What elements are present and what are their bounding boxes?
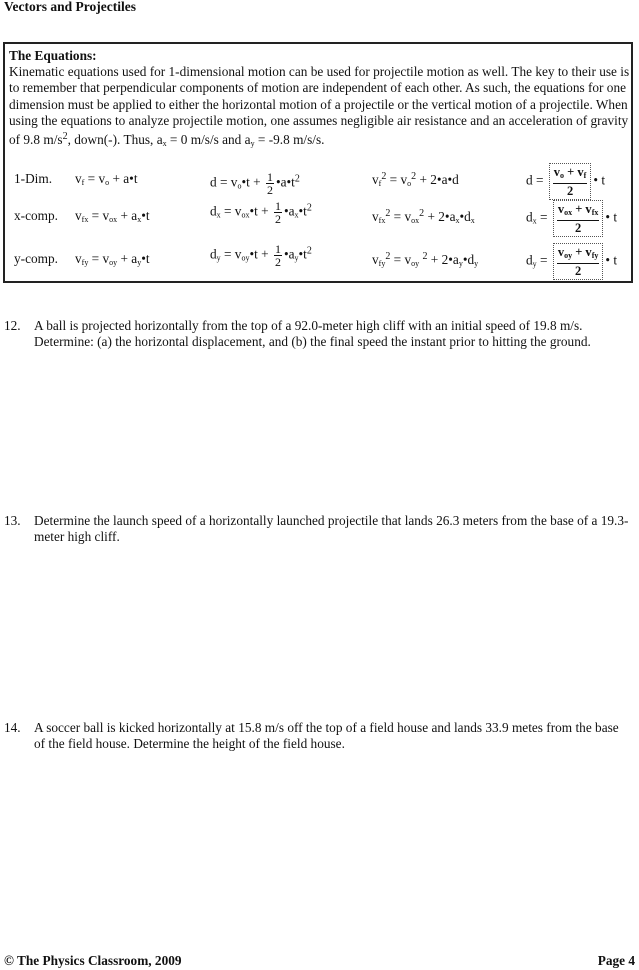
row-label: 1-Dim. (14, 171, 53, 186)
equations-box (3, 42, 633, 283)
velocity-displacement-equation: $v_{fx}^2 = v_{ox}^2$ + $2•a_x•d_x$ (372, 208, 475, 225)
subscript: y (294, 253, 299, 263)
subscript: oy (564, 251, 573, 260)
subscript: y (474, 259, 479, 268)
boxed-fraction (553, 200, 604, 237)
subscript: o (105, 178, 110, 187)
superscript: 2 (385, 251, 391, 262)
subscript: fy (81, 258, 89, 267)
boxed-fraction (553, 243, 604, 280)
subscript: oy (109, 258, 118, 267)
page-header-title: Vectors and Projectiles (4, 0, 136, 14)
numerator: $v_{oy} + v_{fy}$ (557, 245, 600, 264)
subscript: o (237, 181, 242, 191)
denominator: 2 (274, 255, 281, 269)
equation-row-x-comp (5, 199, 631, 238)
numerator: 1 (274, 199, 281, 213)
subscript: fx (81, 215, 89, 224)
subscript: ox (241, 210, 250, 220)
problem-number: 13. (4, 513, 21, 528)
velocity-time-equation: $v_f = v_o$ + a•t (75, 171, 138, 187)
problem-text: A ball is projected horizontally from the top of a 92.0-meter high cliff with an initial speed of 19.8 m/s. Determine: (a) the horizontal displacement, and (b) the final speed the instant prior to hitting the ground. (34, 318, 591, 350)
fraction (266, 171, 274, 196)
subscript: x (216, 210, 221, 220)
fraction (274, 243, 282, 268)
subscript: x (470, 216, 475, 225)
equation-row-1-dim (5, 165, 631, 201)
problem-number: 14. (4, 720, 21, 735)
copyright-notice: © The Physics Classroom, 2009 (4, 953, 182, 968)
fraction (274, 200, 282, 225)
superscript: 2 (62, 131, 68, 143)
subscript: x (532, 216, 537, 226)
denominator: 2 (574, 264, 582, 278)
subscript: f (378, 179, 382, 188)
problem-12 (4, 318, 630, 351)
problem-14 (4, 720, 630, 753)
denominator: 2 (274, 212, 281, 226)
numerator: $v_o + v_f$ (553, 165, 588, 184)
equations-intro-paragraph: Kinematic equations used for 1-dimensional motion can be used for projectile motion as well. The key to their use is to remember that perpendicular components of motion are independent of each other. As such, the equations for one dimension must be applied to either the horizontal motion of a projectile or the vertical motion of a projectile. When using the equations to analyze projectile motion, one assumes negligible air resistance and an acceleration of gravity of 9.8 $m/s^2$, down(-). Thus, $a_x = 0$ m/s/s and $a_y = -9.8$ m/s/s. (9, 64, 630, 149)
superscript: 2 (381, 171, 387, 182)
subscript: o (560, 171, 565, 180)
superscript: 2 (385, 208, 391, 219)
superscript: 2 (306, 245, 312, 257)
numerator: 1 (266, 170, 273, 184)
subscript: ox (109, 215, 118, 224)
equation-row-y-comp (5, 242, 631, 281)
subscript: x (137, 215, 142, 224)
denominator: 2 (266, 183, 273, 197)
subscript: y (137, 258, 142, 267)
numerator: $v_{ox} + v_{fx}$ (557, 202, 600, 221)
average-velocity-equation: $d_x$ = $\frac{v_{ox} + v_{fx}}{2}$ • t (526, 202, 618, 235)
displacement-time-equation: $d_x$ = $v_{ox}•t$ + $\frac{1}{2}$ $•a_x•t^2$ (210, 199, 312, 226)
subscript: x (294, 210, 299, 220)
problem-text: Determine the launch speed of a horizontally launched projectile that lands 26.3 meters from the base of a 19.3-meter high cliff. (34, 513, 629, 545)
subscript: y (250, 139, 255, 149)
subscript: o (407, 179, 412, 188)
numerator: 1 (274, 242, 281, 256)
subscript: y (216, 253, 221, 263)
displacement-time-equation: $d = v_o•t$ + $\frac{1}{2}$ $•a•t^2$ (210, 170, 300, 197)
subscript: f (81, 178, 85, 187)
row-label: x-comp. (14, 208, 58, 223)
subscript: fy (378, 259, 386, 268)
subscript: fx (378, 216, 386, 225)
subscript: x (455, 216, 460, 225)
displacement-time-equation: $d_y$ = $v_{oy}•t$ + $\frac{1}{2}$ $•a_y•t^2$ (210, 242, 312, 269)
subscript: x (162, 139, 167, 149)
subscript: fy (591, 251, 599, 260)
superscript: 2 (422, 251, 428, 262)
average-velocity-equation: $d_y$ = $\frac{v_{oy} + v_{fy}}{2}$ • t (526, 245, 618, 278)
subscript: oy (411, 259, 420, 268)
velocity-time-equation: $v_{fx} = v_{ox}$ + $a_x•t$ (75, 208, 150, 224)
subscript: y (532, 259, 537, 269)
velocity-displacement-equation: $v_{fy}^2 = v_{oy}$ $^2 + 2•a_y•d_y$ (372, 251, 479, 268)
problem-text: A soccer ball is kicked horizontally at 15.8 m/s off the top of a field house and lands 33.9 metes from the base of the field house. Determine the height of the field house. (34, 720, 619, 752)
boxed-fraction (549, 163, 592, 200)
velocity-displacement-equation: $v_f^2 = v_o^2$ + 2•a•d (372, 171, 459, 188)
subscript: ox (411, 216, 420, 225)
average-velocity-equation: d = $\frac{v_o + v_f}{2}$ • t (526, 165, 606, 198)
subscript: ox (564, 208, 573, 217)
page-footer (4, 953, 635, 969)
superscript: 2 (411, 171, 417, 182)
velocity-time-equation: $v_{fy} = v_{oy}$ + $a_y•t$ (75, 251, 150, 267)
row-label: y-comp. (14, 251, 58, 266)
superscript: 2 (294, 173, 300, 185)
denominator: 2 (574, 221, 582, 235)
problem-number: 12. (4, 318, 21, 333)
page-number: Page 4 (597, 953, 635, 968)
subscript: fx (591, 208, 599, 217)
superscript: 2 (419, 208, 425, 219)
subscript: oy (241, 253, 250, 263)
subscript: f (583, 171, 587, 180)
superscript: 2 (306, 202, 312, 214)
equations-box-title: The Equations: (9, 48, 97, 63)
subscript: y (458, 259, 463, 268)
problem-13 (4, 513, 630, 546)
denominator: 2 (566, 184, 574, 198)
